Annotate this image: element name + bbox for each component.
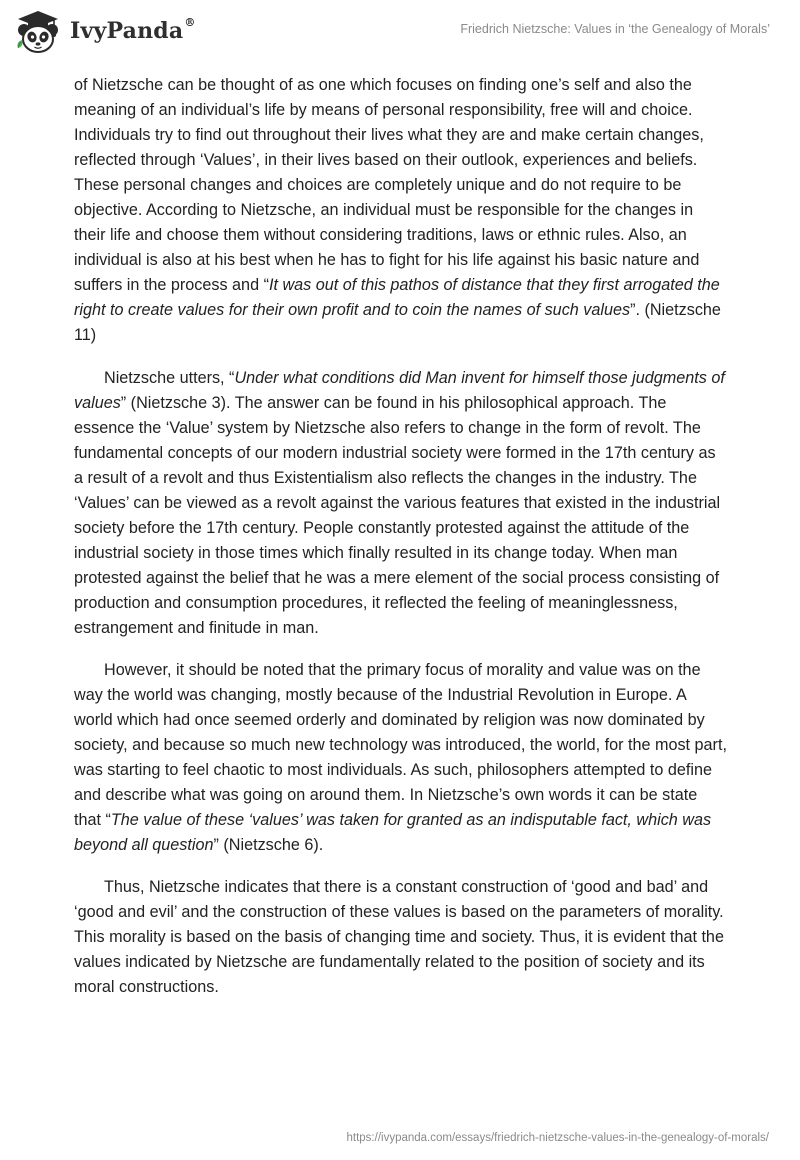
panda-graduate-icon[interactable]: [14, 8, 62, 56]
source-url[interactable]: https://ivypanda.com/essays/friedrich-nietzsche-values-in-the-genealogy-of-morals/: [346, 1132, 769, 1144]
quote: Under what conditions did Man invent for himself those judgments of values: [74, 369, 725, 412]
page-header: [0, 0, 800, 64]
document-title: Friedrich Nietzsche: Values in ‘the Genealogy of Morals’: [460, 22, 770, 36]
essay-body: [74, 73, 728, 1017]
quote: The value of these ‘values’ was taken for granted as an indisputable fact, which was beyond all question: [74, 811, 712, 854]
paragraph-4: Thus, Nietzsche indicates that there is a constant construction of ‘good and bad’ and ‘good and evil’ and the construction of these values is based on the parameters of morality. This morality is based on the basis of changing time and society. Thus, it is evident that the values indicated by Nietzsche are fundamentally related to the position of society and its moral constructions.: [74, 878, 724, 996]
brand-name[interactable]: IvyPanda®: [70, 16, 196, 44]
paragraph-1: of Nietzsche can be thought of as one which focuses on finding one’s self and also the meaning of an individual’s life by means of personal responsibility, free will and choice. Individuals try to find out throughout their lives what they are and make certain changes, reflected through ‘Values’, in their lives based on their outlook, experiences and beliefs. These personal changes and choices are completely unique and do not require to be objective. According to Nietzsche, an individual must be responsible for the changes in their life and choose them without considering traditions, laws or ethnic rules. Also, an individual is also at his best when he has to fight for his life against his basic nature and suffers in the process and “It was out of this pathos of distance that they first arrogated the right to create values for their own profit and to coin the names of such values”. (Nietzsche 11): [74, 76, 721, 344]
paragraph-3: However, it should be noted that the primary focus of morality and value was on the way the world was changing, mostly because of the Industrial Revolution in Europe. A world which had once seemed orderly and dominated by religion was now dominated by society, and because so much new technology was introduced, the world, for the most part, was starting to feel chaotic to most individuals. As such, philosophers attempted to define and describe what was going on around them. In Nietzsche’s own words it can be state that “The value of these ‘values’ was taken for granted as an indisputable fact, which was beyond all question” (Nietzsche 6).: [74, 661, 727, 854]
paragraph-2: Nietzsche utters, “Under what conditions did Man invent for himself those judgments of values” (Nietzsche 3). The answer can be found in his philosophical approach. The essence the ‘Value’ system by Nietzsche also refers to change in the form of revolt. The fundamental concepts of our modern industrial society were formed in the 17th century as a result of a revolt and thus Existentialism also reflects the changes in the industry. The ‘Values’ can be viewed as a revolt against the various features that existed in the industrial society before the 17th century. People constantly protested against the attitude of the industrial society in those times which finally resulted in its change today. When man protested against the belief that he was a mere element of the social process consisting of production and consumption procedures, it reflected the feeling of meaninglessness, estrangement and finitude in man.: [74, 369, 725, 637]
quote: It was out of this pathos of distance that they first arrogated the right to create values for their own profit and to coin the names of such values: [74, 276, 720, 319]
